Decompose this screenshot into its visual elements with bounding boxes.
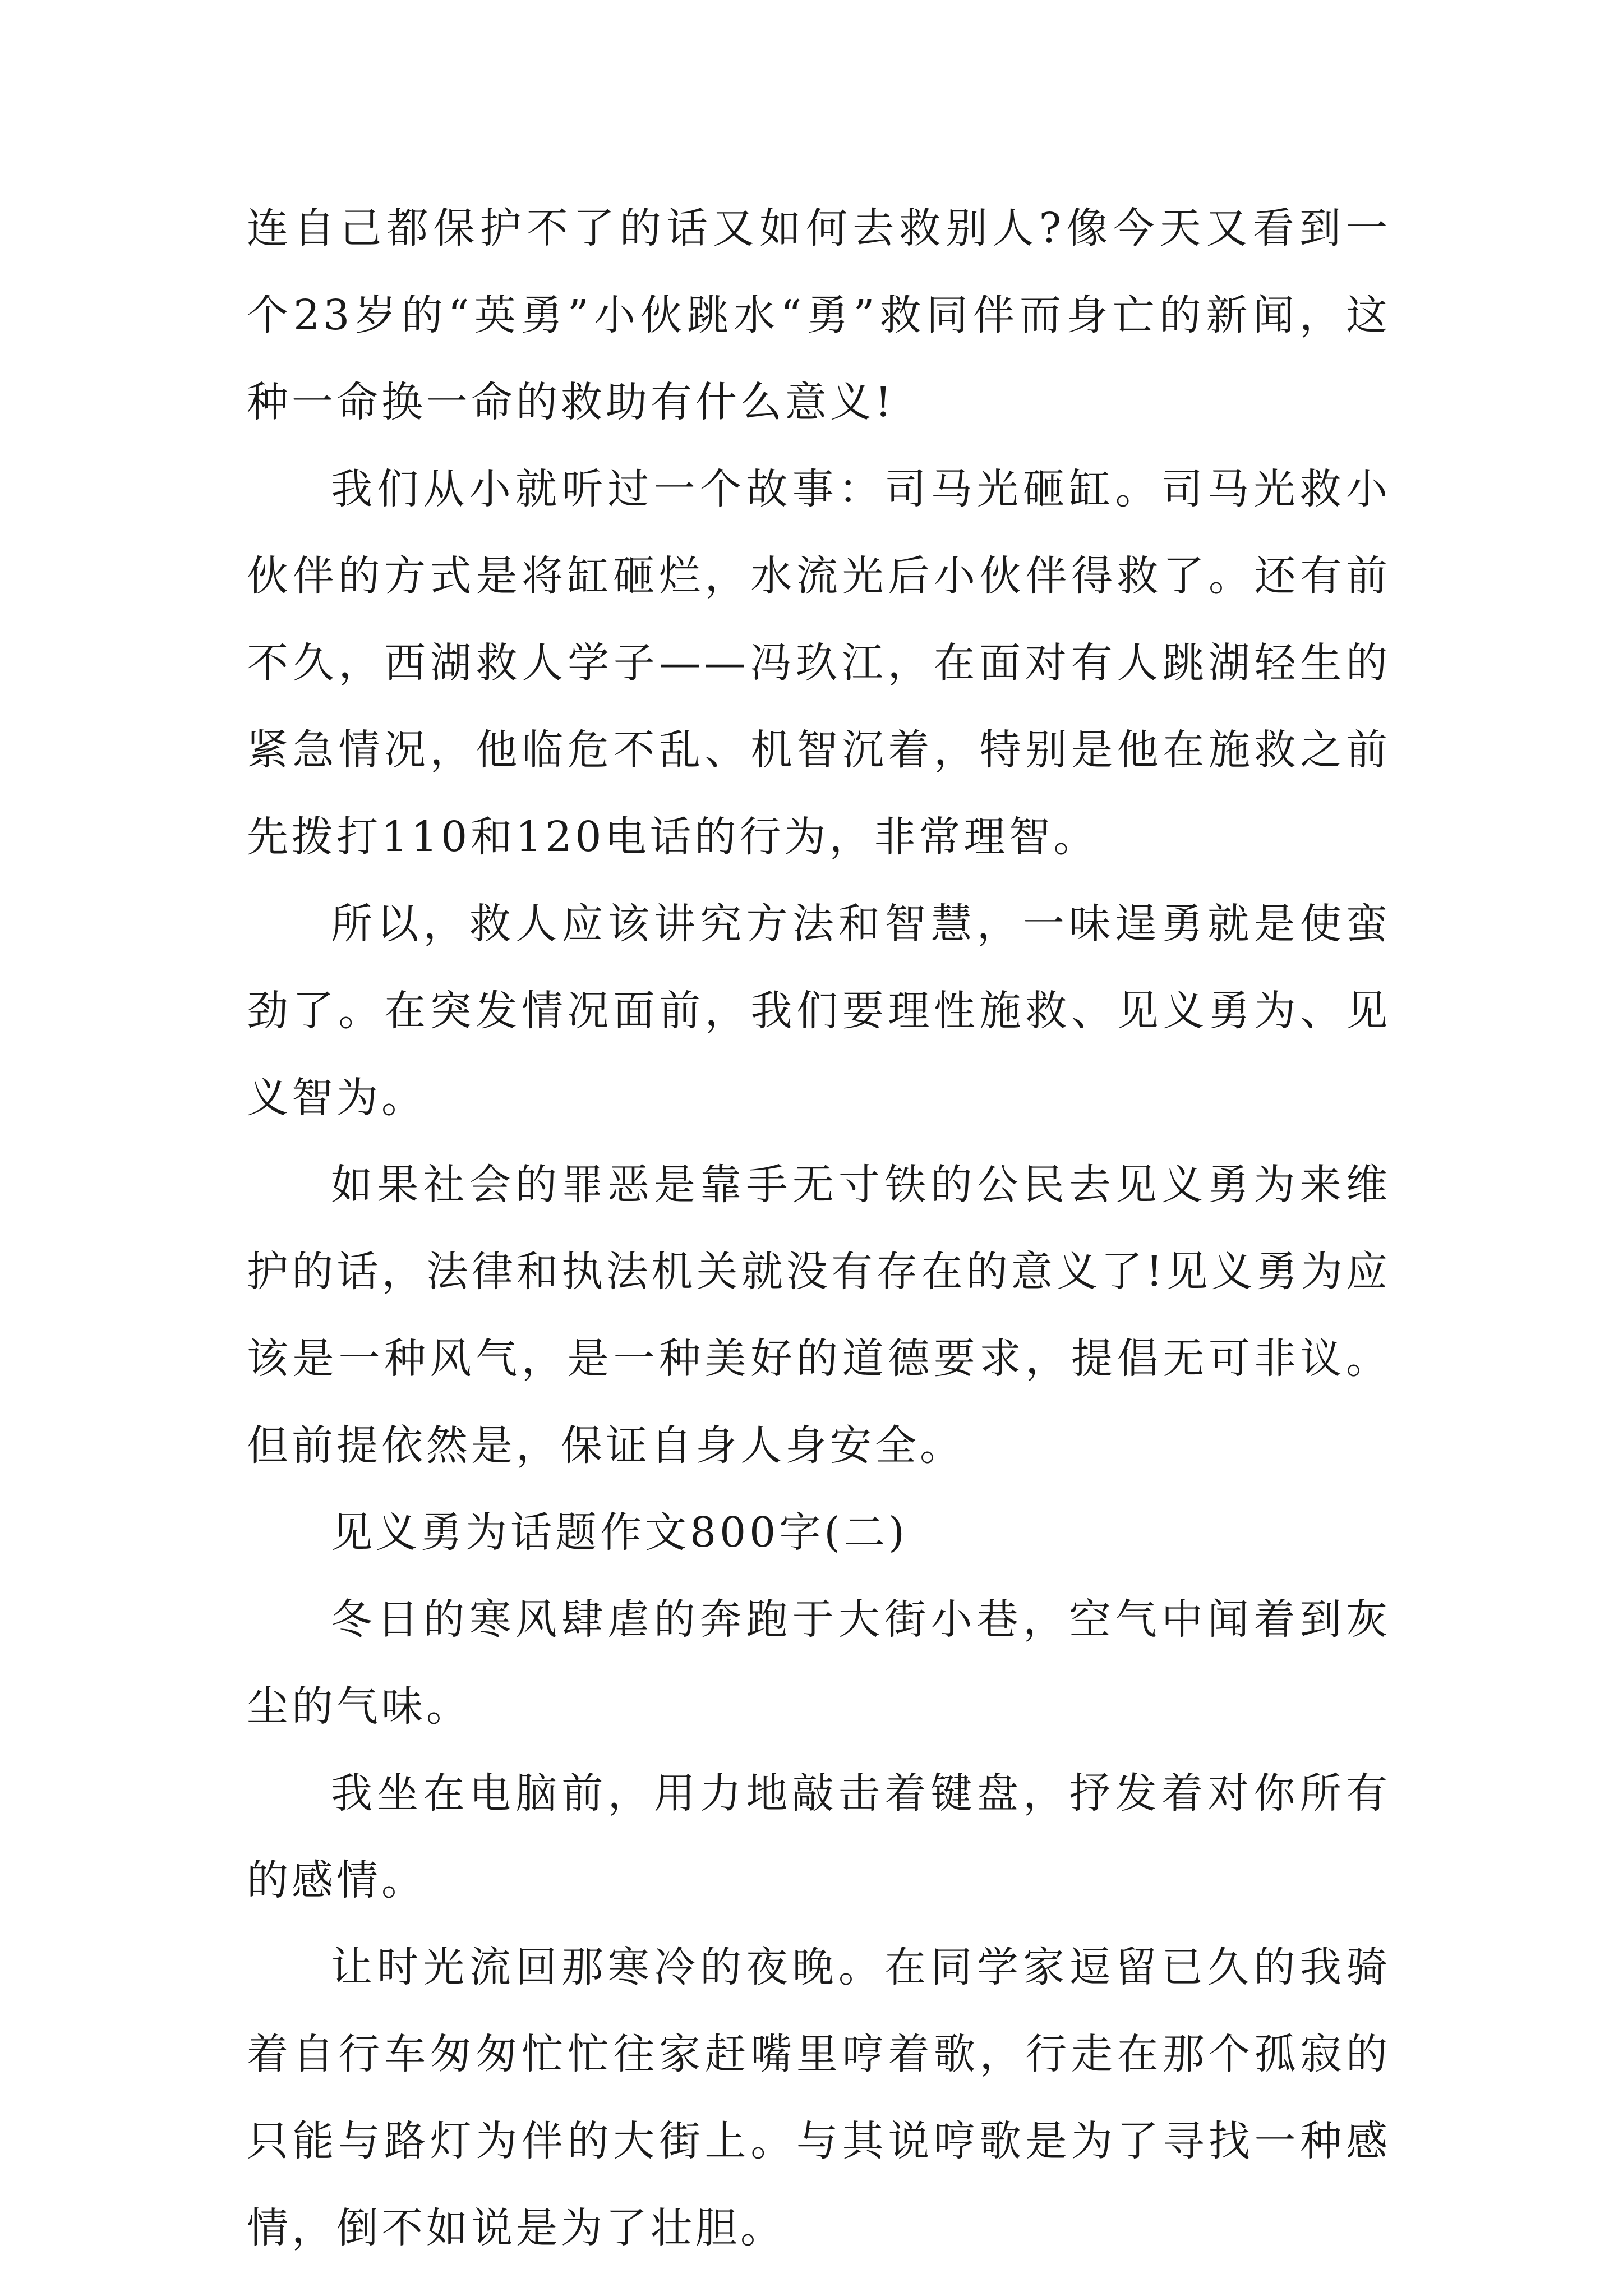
paragraph-continuation: 连自己都保护不了的话又如何去救别人?像今天又看到一个23岁的“英勇”小伙跳水“勇”救同伴而身亡的新闻，这种一命换一命的救助有什么意义! bbox=[247, 204, 1391, 426]
paragraph-computer: 我坐在电脑前，用力地敲击着键盘，抒发着对你所有的感情。 bbox=[247, 1769, 1391, 1904]
paragraph-winter-wind: 冬日的寒风肆虐的奔跑于大街小巷，空气中闻着到灰尘的气味。 bbox=[247, 1595, 1391, 1731]
paragraph-society: 如果社会的罪恶是靠手无寸铁的公民去见义勇为来维护的话，法律和执法机关就没有存在的意义了!见义勇为应该是一种风气，是一种美好的道德要求，提倡无可非议。但前提依然是，保证自身人身安全。 bbox=[247, 1161, 1391, 1470]
paragraph-sima-guang: 我们从小就听过一个故事：司马光砸缸。司马光救小伙伴的方式是将缸砸烂，水流光后小伙伴得救了。还有前不久，西湖救人学子——冯玖江，在面对有人跳湖轻生的紧急情况，他临危不乱、机智沉着，特别是他在施救之前先拨打110和120电话的行为，非常理智。 bbox=[247, 465, 1391, 861]
paragraph-method-wisdom: 所以，救人应该讲究方法和智慧，一味逞勇就是使蛮劲了。在突发情况面前，我们要理性施救、见义勇为、见义智为。 bbox=[247, 900, 1391, 1122]
paragraph-cold-night: 让时光流回那寒冷的夜晚。在同学家逗留已久的我骑着自行车匆匆忙忙往家赶嘴里哼着歌，行走在那个孤寂的只能与路灯为伴的大街上。与其说哼歌是为了寻找一种感情，倒不如说是为了壮胆。 bbox=[247, 1943, 1391, 2252]
document-body bbox=[247, 185, 1391, 2272]
section-title: 见义勇为话题作文800字(二) bbox=[331, 1508, 908, 1557]
